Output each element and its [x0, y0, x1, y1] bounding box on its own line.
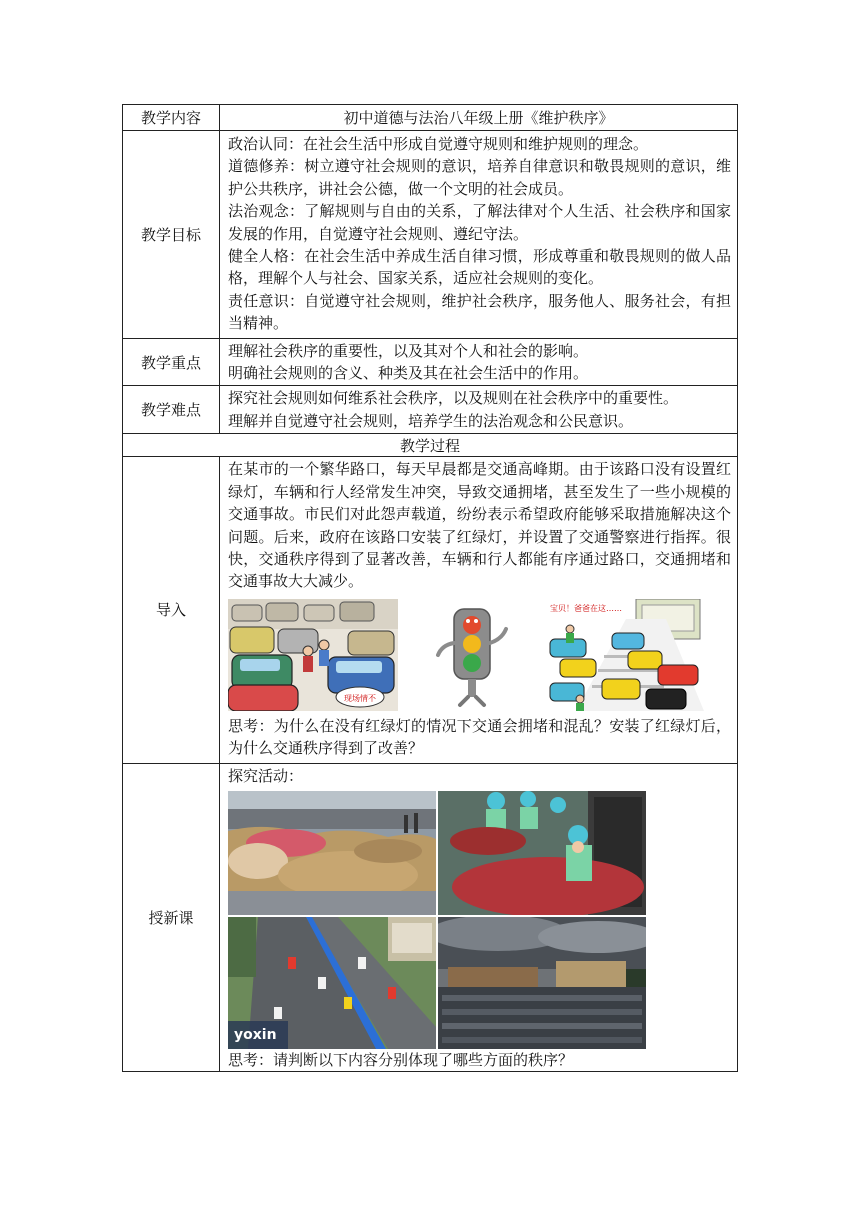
new-lesson-label: 授新课	[123, 763, 220, 1072]
header-row	[123, 105, 738, 131]
objectives-row	[123, 131, 738, 339]
objective-law: 法治观念：了解规则与自由的关系，了解法律对个人生活、社会秩序和国家发展的作用，自觉遵守社会规则、遵纪守法。	[228, 202, 731, 243]
key-points-content	[220, 338, 738, 386]
highway-image	[228, 917, 436, 1049]
key-points-label: 教学重点	[123, 338, 220, 386]
lesson-title: 初中道德与法治八年级上册《维护秩序》	[220, 105, 738, 131]
intro-image-row	[228, 599, 731, 711]
objective-political: 政治认同：在社会生活中形成自觉遵守规则和维护规则的理念。	[228, 135, 649, 153]
process-row	[123, 434, 738, 457]
activity-heading: 探究活动：	[228, 766, 304, 785]
traffic-light-image	[402, 599, 542, 711]
objective-personality: 健全人格：在社会生活中养成生活自律习惯，形成尊重和敬畏规则的做人品格，理解个人与社会、国家关系，适应社会规则的变化。	[228, 247, 731, 288]
intro-content	[220, 457, 738, 763]
activity-image-row-2	[228, 917, 731, 1049]
highway-watermark: yoxin	[234, 1026, 277, 1043]
market-image	[228, 791, 436, 915]
objective-responsibility: 责任意识：自觉遵守社会规则，维护社会秩序，服务他人、服务社会，有担当精神。	[228, 291, 731, 333]
new-lesson-row	[123, 763, 738, 1072]
activity-image-row-1	[228, 791, 731, 915]
intro-row	[123, 457, 738, 763]
difficulty-2: 理解并自觉遵守社会规则，培养学生的法治观念和公民意识。	[228, 411, 634, 430]
process-heading: 教学过程	[123, 434, 738, 457]
lesson-question: 思考：请判断以下内容分别体现了哪些方面的秩序？	[228, 1050, 574, 1069]
intro-label: 导入	[123, 457, 220, 763]
objectives-label: 教学目标	[123, 131, 220, 339]
orderly-traffic-image	[546, 599, 704, 711]
lesson-plan-table	[122, 104, 738, 1072]
intro-question: 思考：为什么在没有红绿灯的情况下交通会拥堵和混乱？安装了红绿灯后，为什么交通秩序得到了改善？	[228, 716, 731, 758]
key-point-2: 明确社会规则的含义、种类及其在社会生活中的作用。	[228, 364, 589, 383]
factory-image	[438, 791, 646, 915]
objective-moral: 道德修养：树立遵守社会规则的意识，培养自律意识和敬畏规则的意识，维护公共秩序，讲社会公德，做一个文明的社会成员。	[228, 157, 731, 198]
difficulty-1: 探究社会规则如何维系社会秩序，以及规则在社会秩序中的重要性。	[228, 389, 679, 408]
difficulties-content	[220, 386, 738, 434]
traffic-jam-image	[228, 599, 398, 711]
content-label: 教学内容	[123, 105, 220, 131]
orderly-speech-bubble: 宝贝！爸爸在这……	[550, 603, 622, 613]
lesson-plan-sheet	[122, 104, 738, 1072]
jam-speech-bubble: 现场情不	[344, 693, 376, 703]
new-lesson-content	[220, 763, 738, 1072]
key-points-row	[123, 338, 738, 386]
objectives-content	[220, 131, 738, 339]
intro-story: 在某市的一个繁华路口，每天早晨都是交通高峰期。由于该路口没有设置红绿灯，车辆和行人经常发生冲突，导致交通拥堵，甚至发生了一些小规模的交通事故。市民们对此怨声载道，纷纷表示希望政府能够采取措施解决这个问题。后来，政府在该路口安装了红绿灯，并设置了交通警察进行指挥。很快，交通秩序得到了显著改善，车辆和行人都能有序通过路口，交通拥堵和交通事故大大减少。	[228, 460, 731, 591]
key-point-1: 理解社会秩序的重要性，以及其对个人和社会的影响。	[228, 341, 589, 360]
difficulties-label: 教学难点	[123, 386, 220, 434]
parking-lot-image	[438, 917, 646, 1049]
difficulties-row	[123, 386, 738, 434]
